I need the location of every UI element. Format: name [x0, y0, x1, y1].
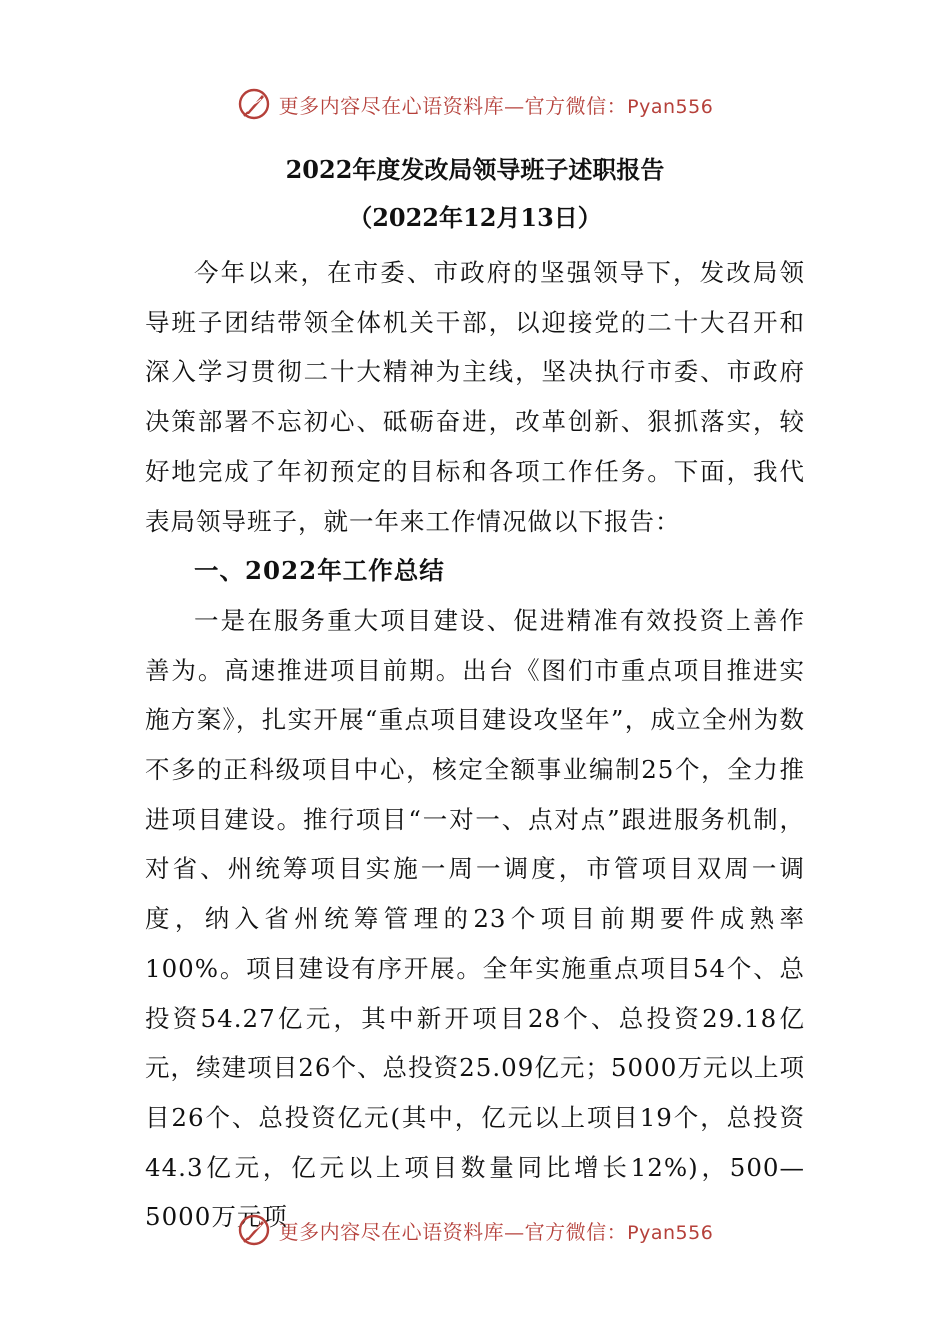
section-paragraph: 一是在服务重大项目建设、促进精准有效投资上善作善为。高速推进项目前期。出台《图们市重点项目推进实施方案》，扎实开展“重点项目建设攻坚年”，成立全州为数不多的正科级项目中心，核定全额事业编制25个，全力推进项目建设。推行项目“一对一、点对点”跟进服务机制，对省、州统筹项目实施一周一调度，市管项目双周一调度，纳入省州统筹管理的23个项目前期要件成熟率100%。项目建设有序开展。全年实施重点项目54个、总投资54.27亿元，其中新开项目28个、总投资29.18亿元，续建项目26个、总投资25.09亿元；5000万元以上项目26个、总投资亿元(其中，亿元以上项目19个，总投资44.3亿元，亿元以上项目数量同比增长12%)，500—5000万元项	[145, 605, 805, 1232]
header-watermark-banner	[0, 84, 950, 124]
watermark-text: 更多内容尽在心语资料库—官方微信：Pyan556	[278, 1219, 714, 1244]
section-heading: 一、2022年工作总结	[194, 556, 445, 586]
document-title: 2022年度发改局领导班子述职报告	[285, 155, 665, 184]
footer-watermark-banner	[0, 1210, 950, 1250]
watermark-text: 更多内容尽在心语资料库—官方微信：Pyan556	[278, 93, 714, 118]
document-date: （2022年12月13日）	[348, 203, 602, 232]
quill-logo-icon	[237, 87, 271, 121]
document-body	[145, 248, 805, 1242]
intro-paragraph: 今年以来，在市委、市政府的坚强领导下，发改局领导班子团结带领全体机关干部，以迎接党的二十大召开和深入学习贯彻二十大精神为主线，坚决执行市委、市政府决策部署不忘初心、砥砺奋进，改革创新、狠抓落实，较好地完成了年初预定的目标和各项工作任务。下面，我代表局领导班子，就一年来工作情况做以下报告：	[145, 258, 805, 536]
quill-logo-icon	[237, 1213, 271, 1247]
